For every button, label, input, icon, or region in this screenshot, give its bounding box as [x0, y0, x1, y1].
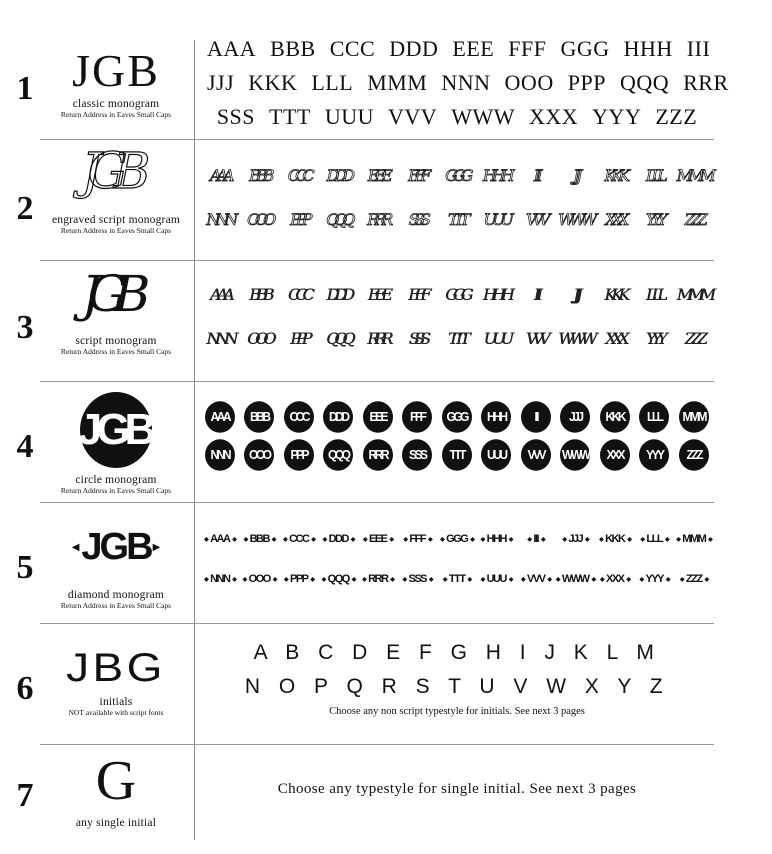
sample-panel: [40, 513, 192, 610]
letter-sample: [200, 436, 240, 474]
letter-sample: QQQ: [619, 70, 670, 95]
letter-sample: DDD: [326, 166, 350, 185]
letter-sample: [358, 436, 398, 474]
letter-sample: GGG: [445, 166, 469, 185]
letter-sample: AAA: [207, 36, 257, 61]
letter-sample: [240, 436, 280, 474]
letter-sample: VVV: [525, 210, 546, 229]
letters-line-2: [200, 66, 729, 100]
style-title: circle monogram: [75, 474, 157, 486]
letter-sample-text: ◆ UUU ◆: [483, 573, 510, 585]
letter-sample: DDD: [389, 36, 439, 61]
letter-sample: [279, 436, 319, 474]
letter-sample: [674, 559, 714, 599]
letter-sample: QQQ: [326, 329, 351, 348]
letter-sample-text: ◆ EEE ◆: [365, 533, 391, 545]
letter-sample: III: [533, 285, 538, 304]
sample-monogram: JGB: [81, 525, 151, 568]
letter-sample: [319, 519, 359, 559]
style-title: classic monogram: [72, 98, 160, 110]
row-number: 5: [16, 549, 34, 586]
row-number: 7: [16, 777, 34, 814]
letter-sample-text: TTT: [442, 439, 472, 471]
letter-sample: BBB: [249, 285, 270, 304]
row-script-monogram: [0, 261, 772, 381]
letter-sample-text: NNN: [205, 439, 235, 471]
sample-diamond: [40, 513, 192, 581]
letter-sample-text: ◆ PPP ◆: [286, 573, 312, 585]
letter-sample: [398, 398, 438, 436]
letter-sample: [595, 398, 635, 436]
row-circle-monogram: [0, 382, 772, 502]
sample-monogram: JGB: [81, 265, 137, 323]
letter-sample-text: ◆ VVV ◆: [523, 573, 549, 585]
alphabet-line-1: A B C D E F G H I J K L M: [253, 641, 661, 664]
letter-sample-text: ZZZ: [679, 439, 709, 471]
letter-sample: PPP: [290, 210, 308, 229]
letter-sample: XXX: [529, 104, 579, 129]
letters-line-1: [200, 32, 714, 66]
letter-sample: [437, 398, 477, 436]
letter-sample: [516, 559, 556, 599]
letter-sample-text: QQQ: [323, 439, 353, 471]
letter-sample-text: KKK: [600, 401, 630, 433]
style-subtitle: NOT available with script fonts: [68, 708, 164, 717]
letter-sample: AAA: [209, 166, 230, 185]
letter-sample-text: ◆ YYY ◆: [641, 573, 667, 585]
letter-sample: [477, 436, 517, 474]
letter-sample: RRR: [367, 210, 389, 229]
letter-sample-text: ◆ CCC ◆: [285, 533, 312, 545]
style-title: any single initial: [75, 817, 157, 829]
letter-sample-text: PPP: [284, 439, 314, 471]
letter-sample: [398, 559, 438, 599]
letter-sample: WWW: [558, 210, 593, 229]
row-number: 3: [16, 309, 34, 346]
diamond-point-right-icon: ▶: [152, 541, 161, 553]
letter-sample-text: YYY: [639, 439, 669, 471]
letter-grid: [200, 154, 714, 242]
letter-sample: [358, 398, 398, 436]
letter-sample: JJJ: [207, 70, 235, 95]
letter-sample: [556, 559, 596, 599]
letter-sample: [319, 436, 359, 474]
letter-sample: [240, 398, 280, 436]
row-engraved-script: [0, 140, 772, 260]
letter-sample-text: FFF: [402, 401, 432, 433]
letter-sample: [516, 436, 556, 474]
sample-monogram: JGB: [80, 392, 152, 468]
letters-line-3: [200, 100, 714, 134]
letter-sample-text: ◆ FFF ◆: [405, 533, 429, 545]
letter-sample-text: ◆ BBB ◆: [246, 533, 273, 545]
letter-sample: [595, 559, 635, 599]
letter-sample: III: [533, 166, 538, 185]
letter-sample: [398, 436, 438, 474]
letter-sample-text: ◆ GGG ◆: [442, 533, 471, 545]
style-title: initials: [99, 696, 133, 708]
letter-sample: [516, 398, 556, 436]
letter-sample-text: LLL: [639, 401, 669, 433]
row-number: 6: [16, 670, 34, 707]
letter-sample: QQQ: [326, 210, 351, 229]
letter-sample: EEE: [452, 36, 495, 61]
letter-sample-text: ◆ ZZZ ◆: [682, 573, 706, 585]
letter-sample: [200, 519, 240, 559]
letter-sample: [674, 436, 714, 474]
letter-sample: CCC: [287, 166, 310, 185]
letter-sample: [398, 519, 438, 559]
letter-sample: KKK: [248, 70, 298, 95]
letter-sample: FFF: [408, 166, 427, 185]
letter-sample: [319, 559, 359, 599]
letter-sample: LLL: [645, 166, 663, 185]
letter-sample: [635, 398, 675, 436]
alphabet-line-2: N O P Q R S T U V W X Y Z: [244, 675, 670, 698]
letter-sample: CCC: [329, 36, 376, 61]
sample-panel: [40, 392, 192, 495]
letter-sample-text: VVV: [521, 439, 551, 471]
style-subtitle: Return Address in Eaves Small Caps: [60, 226, 172, 235]
letter-sample: [556, 398, 596, 436]
letter-sample: ZZZ: [655, 104, 698, 129]
letter-sample: FFF: [408, 285, 427, 304]
letter-sample-text: WWW: [560, 439, 590, 471]
letter-sample: OOO: [247, 329, 272, 348]
letter-sample: VVV: [525, 329, 546, 348]
letter-sample: ZZZ: [684, 329, 703, 348]
letter-sample: PPP: [567, 70, 606, 95]
row-initials: [0, 624, 772, 744]
letter-sample-text: ◆ NNN ◆: [206, 573, 233, 585]
letter-sample-text: UUU: [481, 439, 511, 471]
letter-sample-text: ◆ LLL ◆: [642, 533, 666, 545]
letter-sample: DDD: [326, 285, 350, 304]
sample-monogram: JGB: [72, 45, 160, 96]
letter-sample: [279, 519, 319, 559]
letter-sample: BBB: [249, 166, 270, 185]
letter-sample: KKK: [604, 285, 626, 304]
letter-sample-text: ◆ KKK ◆: [601, 533, 628, 545]
letter-sample-text: BBB: [244, 401, 274, 433]
letter-sample: EEE: [367, 285, 388, 304]
letter-sample: RRR: [683, 70, 729, 95]
letter-sample: HHH: [482, 166, 510, 185]
letter-sample: RRR: [367, 329, 389, 348]
sample-monogram: JGB: [81, 142, 137, 200]
letter-sample: [674, 398, 714, 436]
letter-sample-text: ◆ AAA ◆: [206, 533, 233, 545]
letter-sample: HHH: [482, 285, 510, 304]
letter-sample: XXX: [605, 210, 625, 229]
letter-sample: III: [686, 36, 711, 61]
letter-sample: AAA: [209, 285, 230, 304]
letter-sample: YYY: [645, 329, 663, 348]
letter-sample-text: ◆ SSS ◆: [404, 573, 430, 585]
letter-sample: MMM: [676, 285, 711, 304]
single-initial-note: Choose any typestyle for single initial. See next 3 pages: [277, 781, 637, 797]
letter-sample-text: CCC: [284, 401, 314, 433]
letter-sample: MMM: [367, 70, 428, 95]
letter-sample: UUU: [483, 210, 509, 229]
letter-sample: GGG: [560, 36, 610, 61]
letter-sample-text: ◆ WWW ◆: [558, 573, 593, 585]
letter-sample: WWW: [451, 104, 515, 129]
letter-sample: UUU: [324, 104, 375, 129]
sample-panel: [40, 648, 192, 717]
letter-sample-text: DDD: [323, 401, 353, 433]
letter-sample: OOO: [504, 70, 554, 95]
letter-sample: [319, 398, 359, 436]
letter-sample: [358, 519, 398, 559]
letter-sample: YYY: [592, 104, 642, 129]
letter-sample: [556, 519, 596, 559]
letter-sample: ZZZ: [684, 210, 703, 229]
letter-sample: BBB: [270, 36, 316, 61]
letter-sample: [437, 519, 477, 559]
letter-sample-text: ◆ XXX ◆: [602, 573, 628, 585]
style-subtitle: Return Address in Eaves Small Caps: [60, 601, 172, 610]
letter-sample-text: ◆ RRR ◆: [364, 573, 391, 585]
letter-sample: [556, 436, 596, 474]
letter-sample-text: ◆ MMM ◆: [678, 533, 709, 545]
letter-sample: MMM: [676, 166, 711, 185]
letter-sample: FFF: [508, 36, 547, 61]
letter-sample-text: SSS: [402, 439, 432, 471]
alphabet-samples: [200, 636, 714, 717]
letter-sample-text: ◆ JJJ ◆: [564, 533, 586, 545]
style-subtitle: Return Address in Eaves Small Caps: [60, 486, 172, 495]
letter-sample: JJJ: [573, 285, 578, 304]
letter-sample-text: EEE: [363, 401, 393, 433]
style-subtitle: Return Address in Eaves Small Caps: [60, 110, 172, 119]
letter-sample: TTT: [447, 329, 466, 348]
row-classic-monogram: [0, 30, 772, 140]
letter-sample: [477, 559, 517, 599]
sample-circle: [40, 392, 192, 468]
letter-grid: [200, 273, 714, 361]
letter-sample: SSS: [408, 210, 426, 229]
letter-sample: [279, 398, 319, 436]
sample-panel: [40, 142, 192, 235]
letter-sample: [595, 436, 635, 474]
letter-sample-text: ◆ QQQ ◆: [324, 573, 353, 585]
letter-sample-text: AAA: [205, 401, 235, 433]
letter-sample-text: JJJ: [560, 401, 590, 433]
sample-panel: [40, 45, 192, 119]
letter-sample: [358, 559, 398, 599]
letter-grid: [200, 519, 714, 599]
row-diamond-monogram: [0, 503, 772, 623]
letter-sample-text: ◆ OOO ◆: [245, 573, 274, 585]
letter-sample: TTT: [447, 210, 466, 229]
letter-sample: VVV: [388, 104, 438, 129]
initials-note: Choose any non script typestyle for initials. See next 3 pages: [329, 706, 585, 717]
letter-sample: [674, 519, 714, 559]
letter-sample: [200, 398, 240, 436]
letter-sample: LLL: [645, 285, 663, 304]
letter-sample-text: ◆ HHH ◆: [483, 533, 510, 545]
letter-sample-text: OOO: [244, 439, 274, 471]
letter-sample: TTT: [269, 104, 311, 129]
letter-sample-text: ◆ III ◆: [529, 533, 542, 545]
letter-sample: [437, 559, 477, 599]
letter-sample: NNN: [441, 70, 491, 95]
letter-sample: SSS: [408, 329, 426, 348]
diamond-point-left-icon: ◀: [71, 541, 80, 553]
letter-sample: LLL: [311, 70, 354, 95]
row-number: 2: [16, 190, 34, 227]
letter-sample: SSS: [216, 104, 256, 129]
row-number: 4: [16, 428, 34, 465]
letter-sample: EEE: [367, 166, 388, 185]
letter-samples: [200, 32, 729, 134]
letter-sample: WWW: [558, 329, 593, 348]
sample-initials: JBG: [66, 646, 166, 690]
row-number: 1: [16, 70, 34, 107]
letter-sample: XXX: [605, 329, 625, 348]
letter-sample: JJJ: [573, 166, 578, 185]
letter-sample-text: XXX: [600, 439, 630, 471]
letter-sample: GGG: [445, 285, 469, 304]
letter-sample: UUU: [483, 329, 509, 348]
row-single-initial: [0, 745, 772, 840]
letter-sample: [437, 436, 477, 474]
letter-sample-text: HHH: [481, 401, 511, 433]
letter-sample-text: RRR: [363, 439, 393, 471]
letter-sample: YYY: [645, 210, 663, 229]
letter-sample-text: MMM: [679, 401, 709, 433]
letter-sample-text: GGG: [442, 401, 472, 433]
sample-panel: [40, 265, 192, 356]
letter-sample: HHH: [623, 36, 673, 61]
letter-sample: [477, 398, 517, 436]
letter-sample: [200, 559, 240, 599]
letter-sample: [635, 559, 675, 599]
letter-sample: NNN: [206, 210, 234, 229]
letter-sample: [595, 519, 635, 559]
letter-sample: [279, 559, 319, 599]
letter-sample-text: ◆ DDD ◆: [325, 533, 352, 545]
sample-initial: G: [95, 750, 137, 812]
letter-sample-text: III: [521, 401, 551, 433]
letter-sample: NNN: [206, 329, 234, 348]
letter-sample-text: ◆ TTT ◆: [445, 573, 469, 585]
style-title: engraved script monogram: [51, 214, 181, 226]
letter-sample: [635, 519, 675, 559]
letter-sample: [240, 559, 280, 599]
single-initial-info: [200, 781, 714, 798]
letter-sample: [635, 436, 675, 474]
letter-sample: [240, 519, 280, 559]
letter-sample: CCC: [287, 285, 310, 304]
letter-sample: [477, 519, 517, 559]
letter-sample: KKK: [604, 166, 626, 185]
letter-sample: [516, 519, 556, 559]
style-subtitle: Return Address in Eaves Small Caps: [60, 347, 172, 356]
style-title: diamond monogram: [67, 589, 165, 601]
style-title: script monogram: [75, 335, 157, 347]
sample-panel: [40, 750, 192, 829]
letter-grid: [200, 398, 714, 474]
letter-sample: OOO: [247, 210, 272, 229]
letter-sample: PPP: [290, 329, 308, 348]
